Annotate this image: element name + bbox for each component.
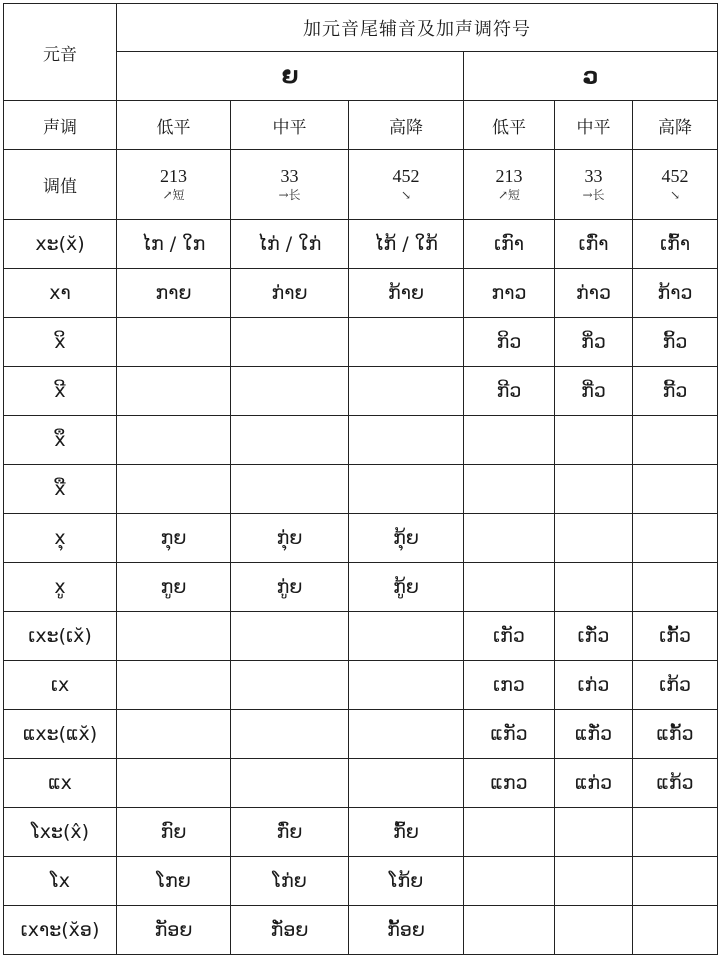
vowel-pattern-cell: xິ xyxy=(4,318,117,367)
syllable-cell xyxy=(464,563,555,612)
syllable-cell xyxy=(231,318,349,367)
syllable-cell: ກິ່ວ xyxy=(555,318,633,367)
syllable-cell xyxy=(555,808,633,857)
syllable-cell xyxy=(231,710,349,759)
tone-value-number: 213 xyxy=(495,165,523,186)
syllable-cell xyxy=(349,367,464,416)
syllable-cell: ກິວ xyxy=(464,318,555,367)
final-consonant-header-1: ຍ xyxy=(117,52,464,101)
syllable-cell xyxy=(555,857,633,906)
syllable-cell xyxy=(117,465,231,514)
table-row xyxy=(4,416,718,465)
vowel-pattern-cell: ເx xyxy=(4,661,117,710)
syllable-cell xyxy=(555,465,633,514)
syllable-cell xyxy=(231,612,349,661)
table-row xyxy=(4,857,718,906)
syllable-cell xyxy=(117,710,231,759)
syllable-cell xyxy=(349,465,464,514)
tone-contour-icon: ↘ xyxy=(670,187,681,202)
vowel-pattern-cell: xີ xyxy=(4,367,117,416)
table-row xyxy=(4,661,718,710)
tone-contour-icon: →长 xyxy=(278,187,301,202)
syllable-cell xyxy=(117,759,231,808)
tone-value-cell xyxy=(633,150,718,220)
tone-value-number: 33 xyxy=(280,165,299,186)
tone-contour-icon: ↘ xyxy=(400,187,412,202)
vowel-pattern-cell: xຶ xyxy=(4,416,117,465)
syllable-cell: ເກົ່າ xyxy=(555,220,633,269)
lao-tone-table xyxy=(3,3,718,955)
tone-name: 低平 xyxy=(464,101,555,150)
syllable-cell: ເກັ້ວ xyxy=(633,612,718,661)
syllable-cell xyxy=(117,318,231,367)
syllable-cell: ແກວ xyxy=(464,759,555,808)
final-consonant-header-2: ວ xyxy=(464,52,718,101)
table-row xyxy=(4,318,718,367)
tone-value-cell xyxy=(231,150,349,220)
syllable-cell xyxy=(117,367,231,416)
syllable-cell xyxy=(633,808,718,857)
syllable-cell: ກົ່ຍ xyxy=(231,808,349,857)
syllable-cell: ກຸ່ຍ xyxy=(231,514,349,563)
tone-value-number: 452 xyxy=(392,165,420,186)
syllable-cell xyxy=(555,416,633,465)
syllable-cell: ໂກຍ xyxy=(117,857,231,906)
syllable-cell xyxy=(117,661,231,710)
syllable-cell: ໄກ້ / ໃກ້ xyxy=(349,220,464,269)
vowel-pattern-cell: xື xyxy=(4,465,117,514)
syllable-cell: ໄກ / ໃກ xyxy=(117,220,231,269)
table-row xyxy=(4,220,718,269)
vowel-pattern-cell: xະ(x̆) xyxy=(4,220,117,269)
table-row xyxy=(4,465,718,514)
table-row xyxy=(4,808,718,857)
syllable-cell: ກາຍ xyxy=(117,269,231,318)
tone-name: 低平 xyxy=(117,101,231,150)
vowel-pattern-cell: ແxະ(ແx̆) xyxy=(4,710,117,759)
vowel-pattern-cell: xາ xyxy=(4,269,117,318)
syllable-cell xyxy=(464,906,555,955)
table-row xyxy=(4,367,718,416)
syllable-cell: ກຸຍ xyxy=(117,514,231,563)
syllable-cell: ເກົ້າ xyxy=(633,220,718,269)
syllable-cell: ແກັ່ວ xyxy=(555,710,633,759)
syllable-cell: ໄກ່ / ໃກ່ xyxy=(231,220,349,269)
syllable-cell: ເກົາ xyxy=(464,220,555,269)
syllable-cell xyxy=(633,416,718,465)
syllable-cell xyxy=(349,612,464,661)
syllable-cell: ເກ່ວ xyxy=(555,661,633,710)
syllable-cell: ເກັວ xyxy=(464,612,555,661)
syllable-cell xyxy=(349,661,464,710)
table-row xyxy=(4,906,718,955)
tone-name: 高降 xyxy=(349,101,464,150)
syllable-cell xyxy=(464,808,555,857)
syllable-cell: ກ້າຍ xyxy=(349,269,464,318)
syllable-cell: ກັ່ອຍ xyxy=(231,906,349,955)
syllable-cell: ເກັ່ວ xyxy=(555,612,633,661)
syllable-cell: ກີ່ວ xyxy=(555,367,633,416)
syllable-cell: ກ້າວ xyxy=(633,269,718,318)
syllable-cell xyxy=(231,367,349,416)
tone-value-cell xyxy=(349,150,464,220)
syllable-cell: ແກັວ xyxy=(464,710,555,759)
tone-contour-icon: →长 xyxy=(582,187,605,202)
vowel-pattern-cell: ແx xyxy=(4,759,117,808)
vowel-pattern-cell: ເxະ(ເx̆) xyxy=(4,612,117,661)
vowel-pattern-cell: ໂxະ(x̂) xyxy=(4,808,117,857)
syllable-cell: ເກ້ວ xyxy=(633,661,718,710)
syllable-cell: ແກ້ວ xyxy=(633,759,718,808)
syllable-cell: ກັ້ອຍ xyxy=(349,906,464,955)
tone-row-label: 声调 xyxy=(4,101,117,150)
syllable-cell xyxy=(349,416,464,465)
tone-name: 中平 xyxy=(555,101,633,150)
vowel-pattern-cell: xຸ xyxy=(4,514,117,563)
syllable-cell: ກູ່ຍ xyxy=(231,563,349,612)
syllable-cell xyxy=(231,416,349,465)
syllable-cell xyxy=(117,416,231,465)
table-row xyxy=(4,710,718,759)
syllable-cell: ກູ້ຍ xyxy=(349,563,464,612)
vowel-pattern-cell: xູ xyxy=(4,563,117,612)
syllable-cell: ໂກ້ຍ xyxy=(349,857,464,906)
syllable-cell: ກຸ້ຍ xyxy=(349,514,464,563)
syllable-cell: ກົຍ xyxy=(117,808,231,857)
tone-contour-icon: ↗短 xyxy=(162,187,185,202)
tone-value-number: 452 xyxy=(661,165,689,186)
syllable-cell xyxy=(231,661,349,710)
table-row xyxy=(4,514,718,563)
tone-value-row-label: 调值 xyxy=(4,150,117,220)
tone-value-number: 213 xyxy=(160,165,187,186)
syllable-cell xyxy=(464,857,555,906)
syllable-cell: ໂກ່ຍ xyxy=(231,857,349,906)
syllable-cell: ກ່າວ xyxy=(555,269,633,318)
syllable-cell: ກູຍ xyxy=(117,563,231,612)
syllable-cell: ກົ້ຍ xyxy=(349,808,464,857)
syllable-cell xyxy=(555,514,633,563)
syllable-cell xyxy=(231,759,349,808)
tone-value-cell xyxy=(555,150,633,220)
vowel-pattern-cell: ເxາະ(x̆ອ) xyxy=(4,906,117,955)
syllable-cell xyxy=(464,416,555,465)
syllable-cell: ກິ້ວ xyxy=(633,318,718,367)
syllable-cell xyxy=(349,710,464,759)
syllable-cell: ແກ່ວ xyxy=(555,759,633,808)
syllable-cell: ກັອຍ xyxy=(117,906,231,955)
vowel-pattern-cell: ໂx xyxy=(4,857,117,906)
syllable-cell xyxy=(555,906,633,955)
syllable-cell: ກີ້ວ xyxy=(633,367,718,416)
syllable-cell xyxy=(349,318,464,367)
tone-value-number: 33 xyxy=(584,165,603,186)
table-row xyxy=(4,759,718,808)
tone-value-cell xyxy=(464,150,555,220)
tone-name: 中平 xyxy=(231,101,349,150)
vowel-header: 元音 xyxy=(4,4,117,101)
syllable-cell xyxy=(633,906,718,955)
syllable-cell: ເກວ xyxy=(464,661,555,710)
syllable-cell xyxy=(633,857,718,906)
tone-contour-icon: ↗短 xyxy=(497,187,521,202)
syllable-cell xyxy=(555,563,633,612)
group-header: 加元音尾辅音及加声调符号 xyxy=(117,4,718,52)
syllable-cell: ແກັ້ວ xyxy=(633,710,718,759)
tone-value-cell xyxy=(117,150,231,220)
syllable-cell xyxy=(633,563,718,612)
syllable-cell xyxy=(633,514,718,563)
syllable-cell: ກາວ xyxy=(464,269,555,318)
syllable-cell xyxy=(464,514,555,563)
syllable-cell xyxy=(464,465,555,514)
table-row xyxy=(4,612,718,661)
syllable-cell xyxy=(349,759,464,808)
table-row xyxy=(4,269,718,318)
table-row xyxy=(4,563,718,612)
syllable-cell: ກ່າຍ xyxy=(231,269,349,318)
syllable-cell xyxy=(633,465,718,514)
syllable-cell xyxy=(117,612,231,661)
syllable-cell xyxy=(231,465,349,514)
syllable-cell: ກີວ xyxy=(464,367,555,416)
tone-name: 高降 xyxy=(633,101,718,150)
